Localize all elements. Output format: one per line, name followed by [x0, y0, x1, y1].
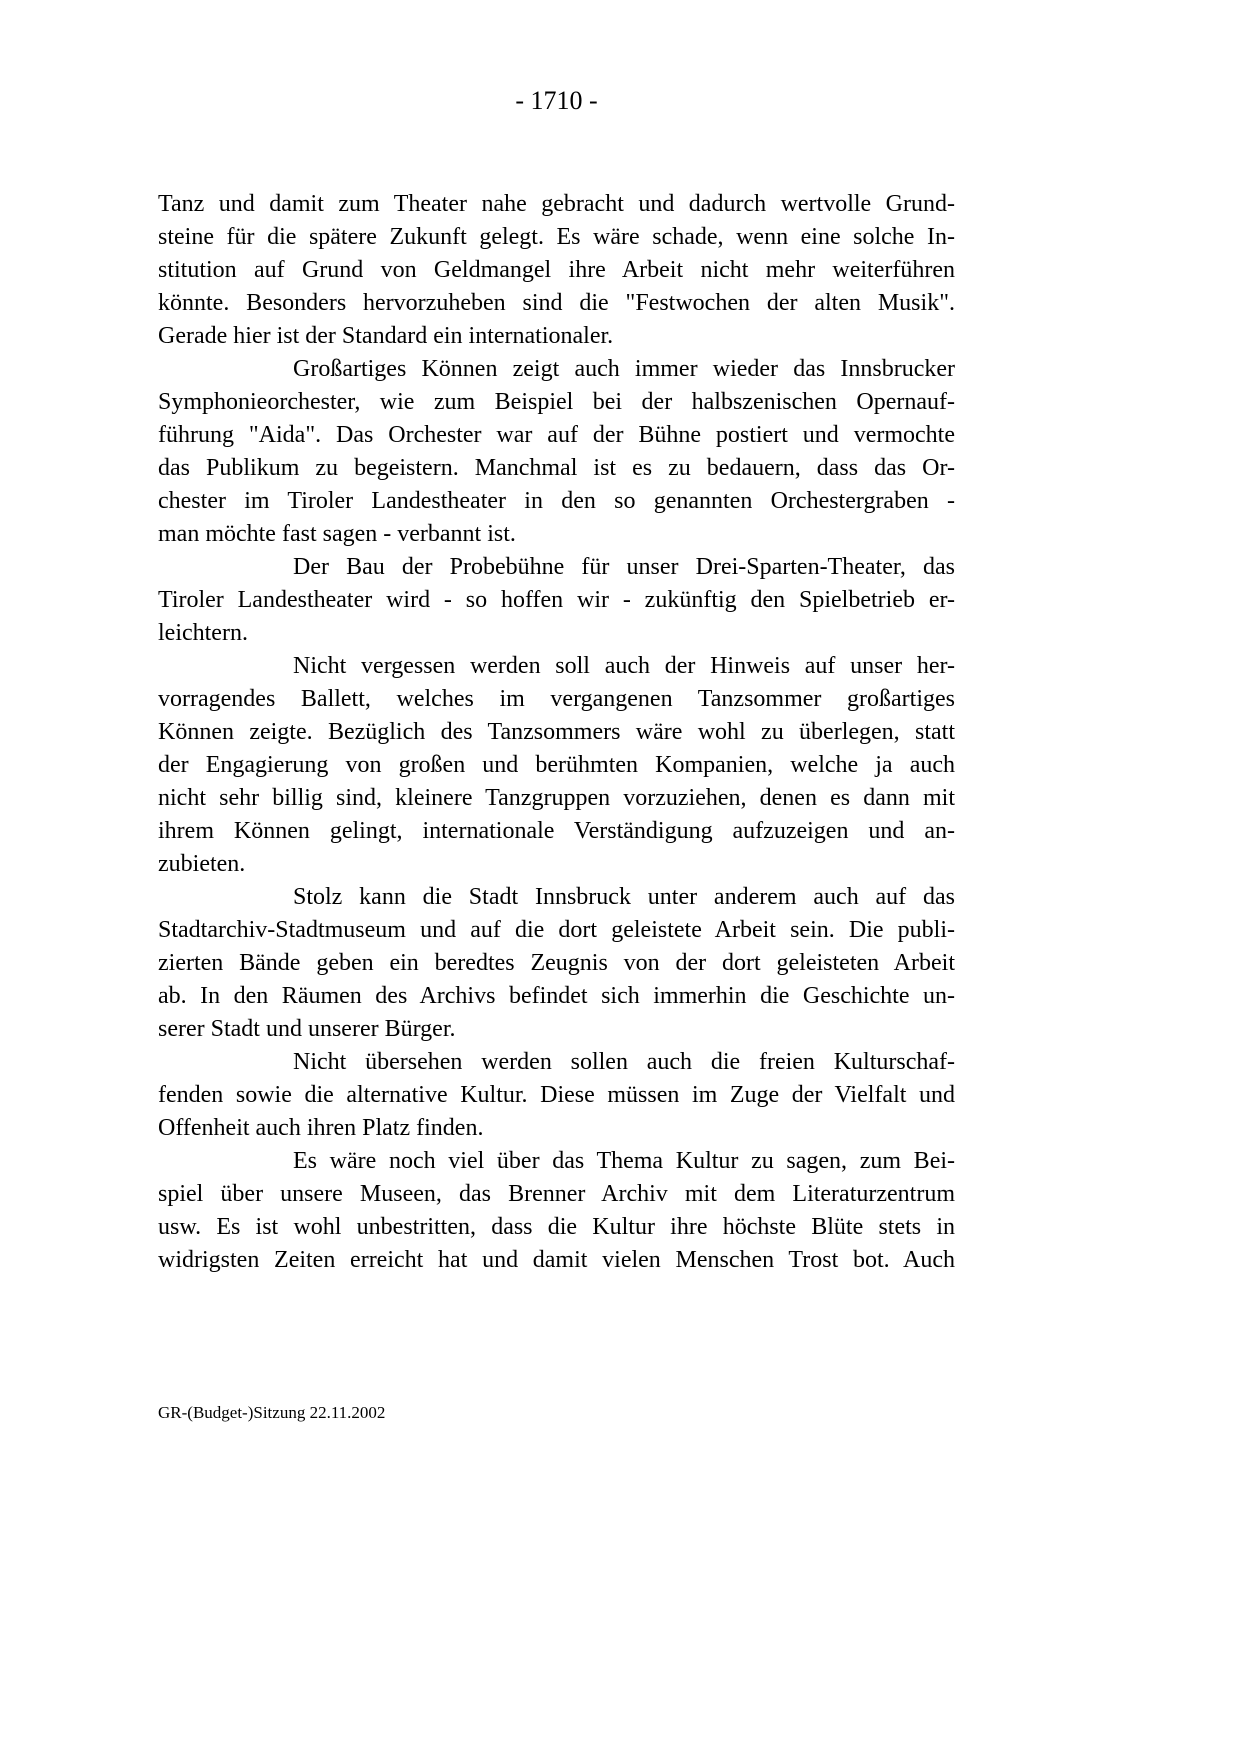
paragraph — [158, 881, 955, 1046]
paragraph — [158, 1145, 955, 1277]
text-line: usw. Es ist wohl unbestritten, dass die Kultur ihre höchste Blüte stets in — [158, 1214, 955, 1240]
text-line: Können zeigte. Bezüglich des Tanzsommers wäre wohl zu überlegen, statt — [158, 719, 955, 745]
text-line: Symphonieorchester, wie zum Beispiel bei der halbszenischen Opernauf- — [158, 389, 955, 415]
paragraph — [158, 188, 955, 353]
text-line: Tiroler Landestheater wird - so hoffen wir - zukünftig den Spielbetrieb er- — [158, 587, 955, 613]
text-line: fenden sowie die alternative Kultur. Diese müssen im Zuge der Vielfalt und — [158, 1082, 955, 1108]
text-line: man möchte fast sagen - verbannt ist. — [158, 521, 516, 547]
paragraph — [158, 551, 955, 650]
footer-note: GR-(Budget-)Sitzung 22.11.2002 — [158, 1403, 386, 1422]
text-line: führung "Aida". Das Orchester war auf der Bühne postiert und vermochte — [158, 422, 955, 448]
text-line: leichtern. — [158, 620, 248, 646]
text-line: Tanz und damit zum Theater nahe gebracht und dadurch wertvolle Grund- — [158, 191, 955, 217]
text-line: spiel über unsere Museen, das Brenner Archiv mit dem Literaturzentrum — [158, 1181, 955, 1207]
text-line: zierten Bände geben ein beredtes Zeugnis von der dort geleisteten Arbeit — [158, 950, 955, 976]
text-line: Nicht übersehen werden sollen auch die freien Kulturschaf- — [293, 1049, 955, 1075]
page-number: - 1710 - — [515, 86, 598, 115]
text-line: steine für die spätere Zukunft gelegt. Es wäre schade, wenn eine solche In- — [158, 224, 955, 250]
paragraph — [158, 650, 955, 881]
paragraph — [158, 1046, 955, 1145]
text-line: Es wäre noch viel über das Thema Kultur zu sagen, zum Bei- — [293, 1148, 955, 1174]
text-line: chester im Tiroler Landestheater in den so genannten Orchestergraben - — [158, 488, 955, 514]
text-line: Der Bau der Probebühne für unser Drei-Sparten-Theater, das — [293, 554, 955, 580]
text-line: Nicht vergessen werden soll auch der Hinweis auf unser her- — [293, 653, 955, 679]
text-line: stitution auf Grund von Geldmangel ihre Arbeit nicht mehr weiterführen — [158, 257, 955, 283]
text-line: serer Stadt und unserer Bürger. — [158, 1016, 456, 1042]
text-line: nicht sehr billig sind, kleinere Tanzgruppen vorzuziehen, denen es dann mit — [158, 785, 955, 811]
text-line: zubieten. — [158, 851, 246, 877]
text-line: der Engagierung von großen und berühmten Kompanien, welche ja auch — [158, 752, 955, 778]
text-line: Gerade hier ist der Standard ein internationaler. — [158, 323, 614, 349]
text-line: vorragendes Ballett, welches im vergangenen Tanzsommer großartiges — [158, 686, 955, 712]
text-line: Großartiges Können zeigt auch immer wieder das Innsbrucker — [293, 356, 955, 382]
text-line: ab. In den Räumen des Archivs befindet sich immerhin die Geschichte un- — [158, 983, 955, 1009]
text-line: widrigsten Zeiten erreicht hat und damit vielen Menschen Trost bot. Auch — [158, 1247, 955, 1273]
paragraph — [158, 353, 955, 551]
text-line: Stolz kann die Stadt Innsbruck unter anderem auch auf das — [293, 884, 955, 910]
body-text — [158, 188, 955, 1277]
text-line: das Publikum zu begeistern. Manchmal ist es zu bedauern, dass das Or- — [158, 455, 955, 481]
text-line: Offenheit auch ihren Platz finden. — [158, 1115, 484, 1141]
text-line: ihrem Können gelingt, internationale Verständigung aufzuzeigen und an- — [158, 818, 955, 844]
text-line: Stadtarchiv-Stadtmuseum und auf die dort geleistete Arbeit sein. Die publi- — [158, 917, 955, 943]
text-line: könnte. Besonders hervorzuheben sind die "Festwochen der alten Musik". — [158, 290, 955, 316]
